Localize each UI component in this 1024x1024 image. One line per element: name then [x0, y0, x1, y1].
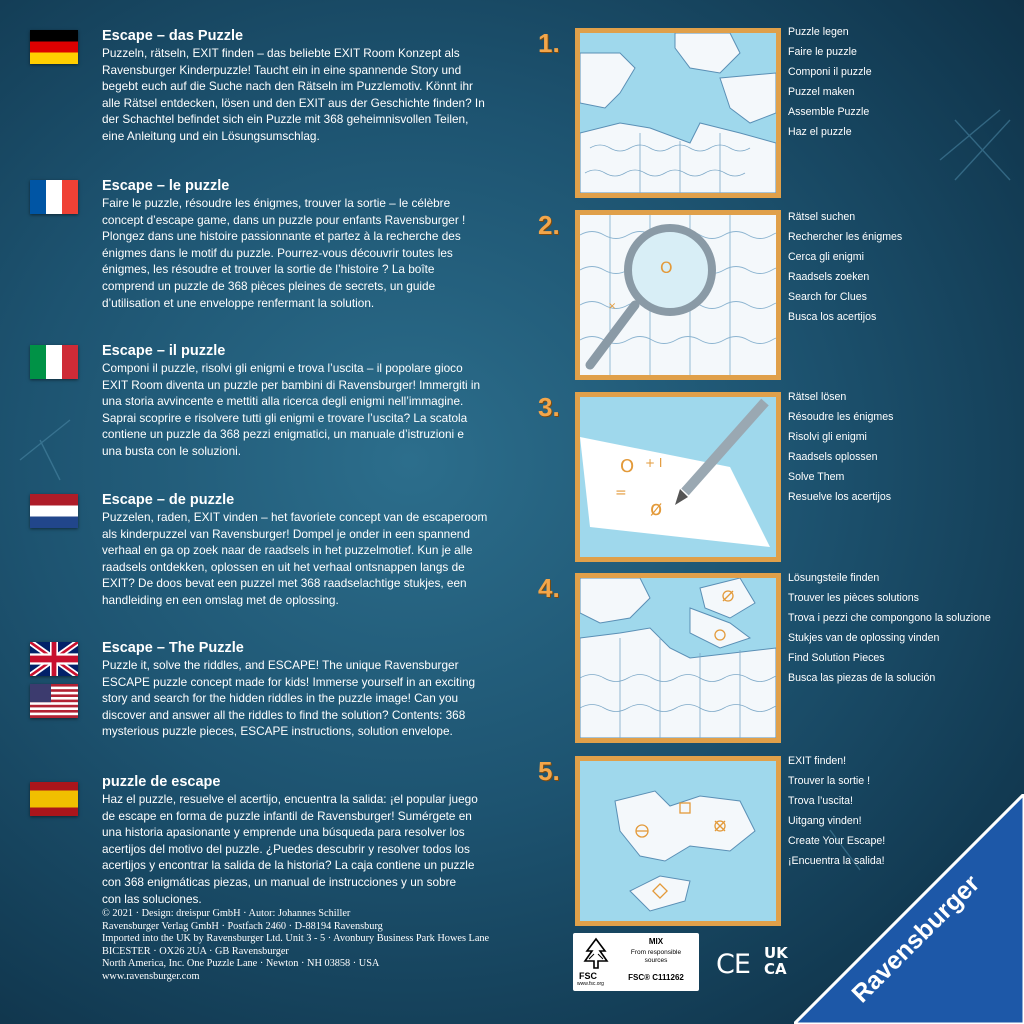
step-5-labels: EXIT finden! Trouver la sortie ! Trova l’uscita! Uitgang vinden! Create Your Escape! ¡Encuentra la salida!	[788, 755, 886, 867]
ukca-mark: UK CA	[764, 944, 788, 978]
puzzle-pieces-icon	[580, 33, 776, 193]
pencil-paper-icon	[580, 397, 776, 557]
fsc-url: www.fsc.org	[577, 981, 604, 987]
lang-text: Haz el puzzle, resuelve el acertijo, encuentra la salida: ¡el popular juego de escape en forma de puzzle infantil de Ravensburger! Sumérgete en una historia apasionante y emprende una búsqueda para resolver los acertijos del motivo del puzzle. ¿Puedes descubrir y resolver todos los acertijos y encontrar la salida de la historia? La caja contiene un puzzle con 368 enigmáticas piezas, un manual de instrucciones y un sobre con las soluciones.	[102, 792, 478, 906]
lang-title: Escape – das Puzzle	[102, 28, 244, 44]
flag-usa-icon	[30, 684, 78, 718]
lang-text: Puzzeln, rätseln, EXIT finden – das beliebte EXIT Room Konzept als Ravensburger Kinderpuzzle! Taucht ein in eine spannende Story und begebt euch auf die Suche nach den Rätseln im Puzzlemotiv. Könnt ihr alle Rätsel entdecken, lösen und den EXIT aus der Geschichte finden? In der Schachtel befindet sich ein Puzzle mit 368 geheimnisvollen Teilen, eine Anleitung und ein Lösungsumschlag.	[102, 46, 485, 143]
step-illustration-search	[575, 210, 781, 380]
fsc-mix: MIX	[648, 937, 664, 946]
fsc-logo-text: FSC	[579, 971, 597, 981]
ravensburger-logo	[794, 794, 1024, 1024]
step-number: 3.	[538, 392, 560, 422]
fsc-tree-icon	[579, 937, 613, 971]
step-4-labels: Lösungsteile finden Trouver les pièces solutions Trova i pezzi che compongono la soluzione Stukjes van de oplossing vinden Find Solution Pieces Busca las piezas de la solución	[788, 572, 991, 684]
svg-text:ø: ø	[650, 496, 663, 520]
fsc-sources: From responsible sources	[630, 949, 682, 964]
step-number: 2.	[538, 210, 560, 240]
flag-germany-icon	[30, 30, 78, 64]
lang-text: Componi il puzzle, risolvi gli enigmi e trova l’uscita – il popolare gioco EXIT Room diventa un puzzle per bambini di Ravensburger! Immergiti in una storia avvincente e mettiti alla ricerca degli enigmi nell’immagine. Saprai scoprire e risolvere tutti gli enigmi e trovare l’uscita? La scatola contiene un puzzle da 368 pezzi enigmatici, un manuale d’istruzioni e una busta con le soluzioni.	[102, 361, 481, 458]
ce-mark: CE	[716, 949, 750, 980]
lang-title: Escape – il puzzle	[102, 343, 226, 359]
step-1-labels: Puzzle legen Faire le puzzle Componi il puzzle Puzzel maken Assemble Puzzle Haz el puzzle	[788, 26, 872, 138]
step-2-labels: Rätsel suchen Rechercher les énigmes Cerca gli enigmi Raadsels zoeken Search for Clues Busca los acertijos	[788, 211, 903, 323]
step-number: 1.	[538, 28, 560, 58]
flag-italy-icon	[30, 345, 78, 379]
svg-text:O: O	[620, 456, 635, 477]
brand-name: Ravensburger	[846, 869, 986, 1009]
fsc-label	[573, 933, 699, 991]
magnifier-icon	[580, 215, 776, 375]
svg-text:O: O	[660, 258, 673, 277]
fsc-code: FSC® C111262	[628, 973, 684, 982]
step-illustration-exit	[575, 756, 781, 926]
flag-netherlands-icon	[30, 494, 78, 528]
solution-pieces-icon	[580, 578, 776, 738]
svg-text:=: =	[615, 485, 627, 501]
step-illustration-assemble	[575, 28, 781, 198]
imprint: © 2021 · Design: dreispur GmbH · Autor: Johannes Schiller Ravensburger Verlag GmbH · Postfach 2460 · D-88194 Ravensburg Imported into the UK by Ravensburger Ltd. Unit 3 - 5 · Avonbury Business Park Howes Lane BICESTER · OX26 2UA · GB Ravensburger North America, Inc. One Puzzle Lane · Newton · NH 03858 · USA www.ravensburger.com	[102, 908, 490, 982]
step-3-labels: Rätsel lösen Résoudre les énigmes Risolvi gli enigmi Raadsels oplossen Solve Them Resuelve los acertijos	[788, 391, 894, 503]
lang-title: Escape – le puzzle	[102, 178, 230, 194]
svg-text:×: ×	[608, 301, 617, 312]
lang-title: Escape – de puzzle	[102, 492, 235, 508]
step-number: 5.	[538, 756, 560, 786]
lang-title: Escape – The Puzzle	[102, 640, 244, 656]
flag-uk-icon	[30, 642, 78, 676]
lang-text: Puzzle it, solve the riddles, and ESCAPE! The unique Ravensburger ESCAPE puzzle concept made for kids! Immerse yourself in an exciting story and search for the hidden riddles in the puzzle image! Can you discover and answer all the riddles to find the solution? Contents: 368 mysterious puzzle pieces, ESCAPE instructions, solution envelope.	[102, 658, 476, 739]
step-illustration-solve	[575, 392, 781, 562]
exit-pieces-icon	[580, 761, 776, 921]
lang-title: puzzle de escape	[102, 774, 221, 790]
lang-text: Faire le puzzle, résoudre les énigmes, trouver la sortie – le célèbre concept d’escape game, dans un puzzle pour enfants Ravensburger ! Plongez dans une histoire passionnante et partez à la recherche des énigmes dans le motif du puzzle. Pourrez-vous découvrir toutes les énigmes, les résoudre et trouver la sortie de l’histoire ? La boîte comprend un puzzle de 368 pièces pleines de secrets, un guide d’utilisation et une enveloppe renfermant la solution.	[102, 196, 466, 310]
lang-text: Puzzelen, raden, EXIT vinden – het favoriete concept van de escaperoom als kinderpuzzel van Ravensburger! Dompel je onder in een spannend verhaal en ga op zoek naar de raadsels in het puzzelmotief. Kun je alle raadsels ontdekken, oplossen en uit het verhaal ontsnappen langs de EXIT? De doos bevat een puzzel met 368 raadselachtige stukjes, een handleiding en een omslag met de oplossing.	[102, 510, 488, 607]
flag-france-icon	[30, 180, 78, 214]
step-illustration-find	[575, 573, 781, 743]
flag-spain-icon	[30, 782, 78, 816]
step-number: 4.	[538, 573, 560, 603]
svg-text:+ I: + I	[645, 456, 663, 470]
